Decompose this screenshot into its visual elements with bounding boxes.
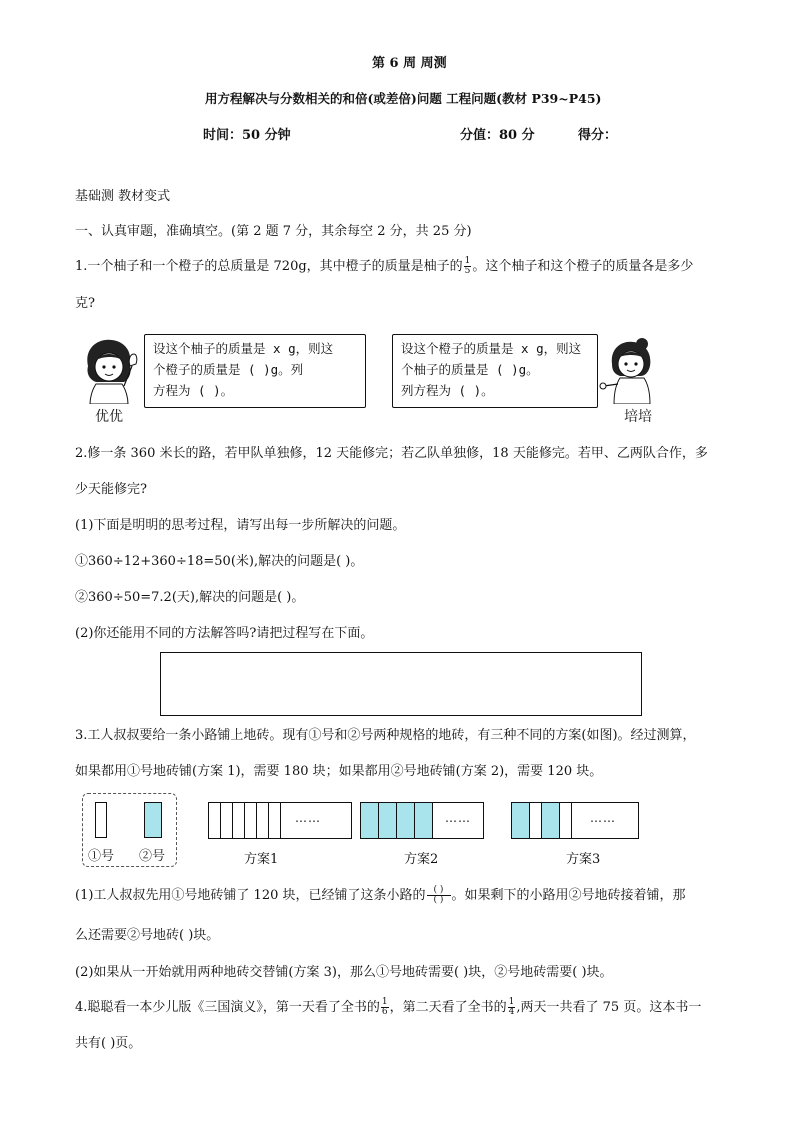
speech-bubble-right: 设这个橙子的质量是 x g，则这 个柚子的质量是 ( )g。 列方程为 ( )。 (392, 334, 598, 408)
plan-2-diagram (360, 802, 484, 839)
girl-peipei-illustration (598, 334, 662, 404)
plan-1-dots: …… (295, 811, 321, 825)
q1-line1 (75, 255, 693, 276)
tile-1-label: ①号 (88, 849, 115, 864)
part-one-heading: 一、认真审题，准确填空。(第 2 题 7 分，其余每空 2 分，共 25 分) (75, 224, 472, 239)
tile-2-label: ②号 (139, 849, 166, 864)
q2-line2: 少天能修完? (75, 482, 147, 497)
plan-1-label: 方案1 (244, 852, 279, 867)
q3-line1: 3.工人叔叔要给一条小路铺上地砖。现有①号和②号两种规格的地砖，有三种不同的方案(如图)。经过测算， (75, 728, 696, 743)
plan-1-diagram (208, 802, 352, 839)
score-label: 分值：80 分 (460, 128, 535, 143)
page-subtitle: 用方程解决与分数相关的和倍(或差倍)问题 工程问题(教材 P39~P45) (205, 91, 602, 106)
tile-2-shape (144, 802, 162, 838)
q4-line1: 4.聪聪看一本少儿版《三国演义》，第一天看了全书的 $\frac{1}{6}$ ，第二天看了全书的 $\frac{1}{4}$ ,两天一共看了 75 页。这本书一 (75, 997, 702, 1017)
name-peipei: 培培 (624, 409, 652, 425)
speech-bubble-left: 设这个柚子的质量是 x g，则这 个橙子的质量是 ( )g。列 方程为 ( )。 (144, 334, 366, 408)
q1-text-b: 。这个柚子和这个橙子的质量各是多少 (472, 259, 694, 274)
q2-line1: 2.修一条 360 米长的路，若甲队单独修，12 天能修完；若乙队单独修，18 天能修完。若甲、乙两队合作，多 (75, 446, 708, 461)
q3-sub1-line2: 么还需要②号地砖( )块。 (75, 928, 220, 943)
tile-1-shape (95, 802, 107, 838)
answer-box[interactable] (160, 652, 642, 716)
girl-youyou-illustration (78, 336, 142, 404)
q1-fraction: $\frac{1}{5}$ (464, 256, 471, 276)
q4-line2: 共有( )页。 (75, 1036, 142, 1051)
plan-3-diagram (511, 802, 639, 839)
section-title: 基础测 教材变式 (75, 189, 171, 204)
q2-step2: ②360÷50=7.2(天),解决的问题是( )。 (75, 590, 305, 605)
q1-text-a: 1.一个柚子和一个橙子的总质量是 720g，其中橙子的质量是柚子的 (75, 259, 463, 274)
got-label: 得分： (578, 128, 618, 143)
q4-fraction-2: $\frac{1}{4}$ (508, 997, 515, 1017)
name-youyou: 优优 (95, 409, 123, 425)
plan-3-dots: …… (590, 811, 616, 825)
plan-3-label: 方案3 (566, 852, 601, 867)
page-title: 第 6 周 周测 (372, 56, 447, 71)
q2-sub1: (1)下面是明明的思考过程，请写出每一步所解决的问题。 (75, 518, 406, 533)
q4-fraction-1: $\frac{1}{6}$ (381, 997, 388, 1017)
q1-line2: 克? (75, 296, 95, 311)
time-label: 时间：50 分钟 (203, 128, 291, 143)
q2-step1: ①360÷12+360÷18=50(米),解决的问题是( )。 (75, 554, 364, 569)
plan-2-label: 方案2 (404, 852, 439, 867)
q3-line2: 如果都用①号地砖铺(方案 1)，需要 180 块；如果都用②号地砖铺(方案 2)，需要 120 块。 (75, 764, 603, 779)
plan-2-dots: …… (445, 811, 471, 825)
q3-sub1-line1: (1)工人叔叔先用①号地砖铺了 120 块，已经铺了这条小路的 $\frac{( )}{( )}$ 。如果剩下的小路用②号地砖接着铺，那 (75, 885, 686, 905)
q3-blank-fraction[interactable]: $\frac{( )}{( )}$ (427, 886, 451, 905)
q3-sub2: (2)如果从一开始就用两种地砖交替铺(方案 3)，那么①号地砖需要( )块，②号地砖需要( )块。 (75, 965, 613, 980)
q2-sub2: (2)你还能用不同的方法解答吗?请把过程写在下面。 (75, 626, 374, 641)
